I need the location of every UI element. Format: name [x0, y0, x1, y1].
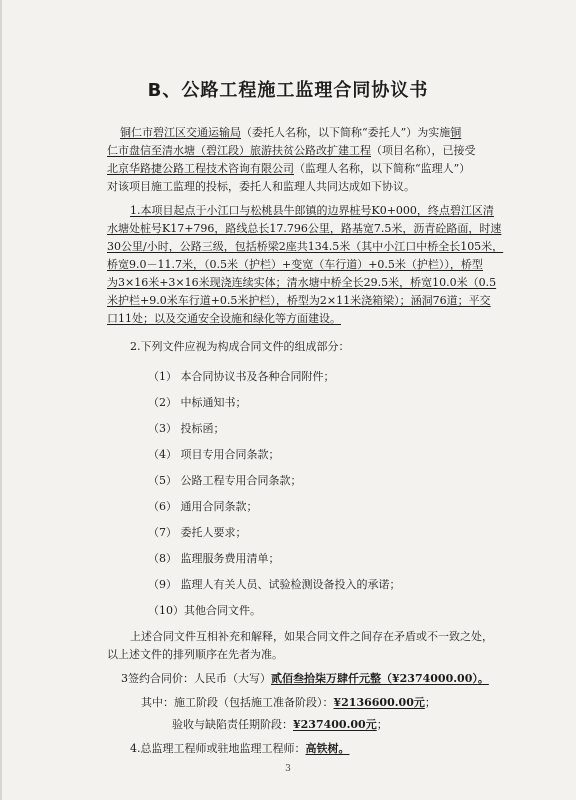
clause1-line-3: 30公里/小时，公路三级，包括桥梁2座共134.5米（其中小江口中桥全长105米， [107, 240, 504, 253]
clause2-tail-2: 以上述文件的排列顺序在先者为准。 [107, 648, 283, 661]
project-name: 仁市盘信至清水塘（碧江段）旅游扶贫公路改扩建工程 [107, 144, 371, 157]
contract-doc-item: （4） 项目专用合同条款； [148, 448, 280, 461]
construction-stage-amount: ¥2136600.00元 [333, 696, 425, 709]
chief-supervisor-line [130, 742, 350, 756]
contract-price-line [121, 672, 489, 686]
scan-edge [0, 0, 2, 800]
supervisor-name: 北京华路捷公路工程技术咨询有限公司 [107, 162, 294, 175]
client-name: 铜仁市碧江区交通运输局 [120, 126, 241, 139]
page-number: 3 [285, 764, 291, 774]
clause2-heading: 2.下列文件应视为构成合同文件的组成部分： [130, 340, 350, 353]
intro-line-3 [107, 162, 470, 176]
clause1-line-5: 为3×16米+3×16米现浇连续实体；清水塘中桥全长29.5米，桥宽10.0米（0.5 [107, 276, 497, 289]
intro-text: （监理人名称，以下简称“监理人”） [294, 162, 471, 175]
defect-stage-line [172, 718, 388, 732]
contract-doc-item: （9） 监理人有关人员、试验检测设备投入的承诺； [148, 578, 401, 591]
contract-doc-item: （1） 本合同协议书及各种合同附件； [148, 370, 335, 383]
contract-doc-item: （10）其他合同文件。 [148, 604, 261, 617]
contract-doc-item: （7） 委托人要求； [148, 526, 247, 539]
contract-price-amount: 贰佰叁拾柒万肆仟元整（¥2374000.00）。 [271, 672, 489, 685]
chief-supervisor-name: 高铁树。 [305, 742, 350, 755]
intro-text: （委托人名称，以下简称“委托人”）为实施 [241, 126, 451, 139]
punctuation: ； [376, 718, 388, 731]
intro-line-4: 对该项目施工监理的投标，委托人和监理人共同达成如下协议。 [107, 180, 415, 193]
defect-stage-label: 验收与缺陷责任期阶段： [172, 718, 293, 731]
intro-line-2 [107, 144, 476, 158]
document-title: B、公路工程施工监理合同协议书 [147, 80, 429, 101]
clause1-line-4: 桥宽9.0－11.7米，（0.5米（护栏）+变宽（车行道）+0.5米（护栏）），桥型 [107, 258, 483, 271]
chief-supervisor-label: 4.总监理工程师或驻地监理工程师： [130, 742, 306, 755]
contract-doc-item: （2） 中标通知书； [148, 396, 247, 409]
construction-stage-line [141, 696, 436, 710]
contract-price-label: 3签约合同价：人民币（大写） [121, 672, 271, 685]
contract-doc-item: （5） 公路工程专用合同条款； [148, 474, 302, 487]
contract-doc-item: （8） 监理服务费用清单； [148, 552, 280, 565]
intro-text: （项目名称），已接受 [371, 144, 476, 157]
project-name-start: 铜 [450, 126, 462, 139]
contract-doc-item: （3） 投标函； [148, 422, 225, 435]
punctuation: ； [424, 696, 436, 709]
clause2-tail-1: 上述合同文件互相补充和解释，如果合同文件之间存在矛盾或不一致之处， [130, 630, 493, 643]
defect-stage-amount: ¥237400.00元 [293, 718, 377, 731]
clause1-line-1: 1.本项目起点于小江口与松桃县牛郎镇的边界桩号K0+000，终点碧江区清 [130, 204, 494, 217]
contract-doc-item: （6） 通用合同条款； [148, 500, 258, 513]
clause1-line-2: 水塘处桩号K17+796，路线总长17.796公里，路基宽7.5米，沥青砼路面，时速 [107, 222, 502, 235]
intro-line-1 [120, 126, 461, 140]
clause1-line-7: 口11处；以及交通安全设施和绿化等方面建设。 [107, 312, 341, 325]
construction-stage-label: 其中：施工阶段（包括施工准备阶段）： [141, 696, 334, 709]
clause1-line-6: 米护栏+9.0米车行道+0.5米护栏），桥型为2×11米浇箱梁）；涵洞76道；平交 [107, 294, 491, 307]
